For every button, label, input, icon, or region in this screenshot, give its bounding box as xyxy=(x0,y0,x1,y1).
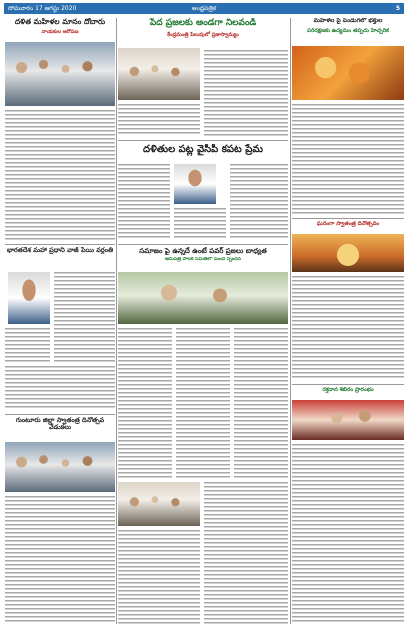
article-4-header xyxy=(118,144,288,160)
article-5-body xyxy=(54,272,115,362)
article-1-body xyxy=(5,110,115,240)
issue-date: సోమవారం 17 ఆగస్టు 2020 xyxy=(8,5,77,12)
article-9-body xyxy=(292,444,404,624)
article-3-photo xyxy=(292,46,404,100)
column-divider xyxy=(116,18,117,624)
article-4-photo xyxy=(174,164,216,204)
article-3-subline: పరిరక్షణకు ఉద్యమం తప్పదు హెచ్చరిక xyxy=(307,27,389,34)
divider xyxy=(292,218,404,219)
divider xyxy=(292,384,404,385)
article-4-headline: దళితుల పట్ల వైసీపీ కపట ప్రేమ xyxy=(143,144,263,155)
article-6-headline: సమాజం పై ఉన్నదే ఉంటే పవర్ ప్రజలు బాధ్యత xyxy=(139,247,267,255)
article-1-byline: నాయకుల ఆరోపణ xyxy=(41,28,79,35)
article-6-body-col5 xyxy=(118,530,200,624)
article-2-body xyxy=(204,50,288,138)
article-7-header xyxy=(5,417,115,439)
column-divider xyxy=(290,18,291,624)
article-9-header xyxy=(292,387,404,397)
article-2-caption xyxy=(118,104,200,134)
article-6-body-col3 xyxy=(234,328,288,478)
page-number: 5 xyxy=(395,5,400,12)
article-2-photo xyxy=(118,48,200,100)
article-7-photo xyxy=(5,442,115,492)
article-3-header xyxy=(292,18,404,44)
article-5-body-3 xyxy=(5,366,115,410)
divider xyxy=(5,244,115,245)
article-4-body-col2 xyxy=(174,208,226,240)
article-6-photo-2 xyxy=(118,482,200,526)
article-6-body-col4 xyxy=(204,482,288,624)
divider xyxy=(5,414,115,415)
article-5-headline: భారతదేశ మహా ప్రధాని వాజ్ పేయి వర్ధంతి xyxy=(6,247,114,254)
divider xyxy=(118,244,288,245)
article-8-header xyxy=(292,221,404,231)
article-1-headline: దళిత మహిళల మానం దోచారు xyxy=(14,18,106,26)
article-8-headline: ఘనంగా స్వాతంత్ర దినోత్సవం xyxy=(316,221,380,227)
article-2-subline: కేంద్రమంత్రి పిలుపులో ప్రజాస్వామ్యం xyxy=(167,32,239,39)
article-1-header xyxy=(5,18,115,40)
article-2-headline: పేద ప్రజలకు అండగా నిలవండి xyxy=(149,18,257,28)
article-5-header xyxy=(5,247,115,269)
article-6-body-col2 xyxy=(176,328,230,478)
article-7-headline: గుంటూరు జిల్లా స్వాతంత్ర దినోత్సవ వేడుకలు xyxy=(15,417,105,432)
article-6-subline: ఆసుపత్రి పాలక సమితిలో మంచి స్పందన xyxy=(164,257,242,263)
article-8-body xyxy=(292,276,404,380)
article-7-body xyxy=(5,496,115,624)
article-9-photo xyxy=(292,400,404,440)
article-6-photo xyxy=(118,272,288,324)
page-header xyxy=(4,3,404,14)
article-8-photo xyxy=(292,234,404,272)
article-1-photo xyxy=(5,42,115,106)
article-6-header xyxy=(118,247,288,269)
article-3-body xyxy=(292,104,404,214)
article-2-header xyxy=(118,18,288,46)
paper-name: ఆంధ్రపత్రిక xyxy=(191,5,217,12)
article-5-body-2 xyxy=(5,328,50,362)
article-6-body-col1 xyxy=(118,328,172,478)
article-3-headline: మహిళల పై పండుగలో భక్తుల xyxy=(313,18,383,24)
article-5-photo xyxy=(8,272,50,324)
article-9-headline: రక్తదాన శిబిరం ప్రారంభం xyxy=(322,387,374,393)
article-4-body-col1 xyxy=(118,164,170,240)
divider xyxy=(118,140,288,141)
article-4-body-col3 xyxy=(230,164,288,240)
